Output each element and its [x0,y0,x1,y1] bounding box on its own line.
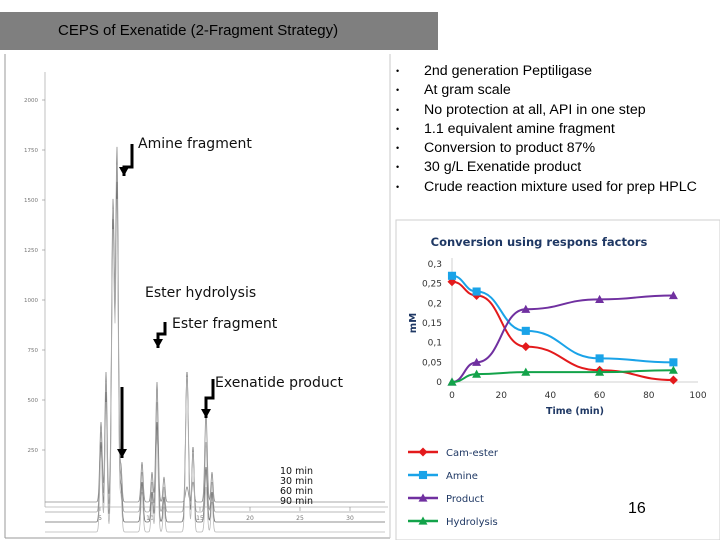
y-tick-label: 0,05 [421,358,442,369]
amine-arrow-head [119,167,129,176]
amine-fragment-label: Amine fragment [138,136,252,152]
bullet-item: • 30 g/L Exenatide product [396,158,716,177]
x-tick-label: 20 [495,391,507,401]
x-axis-label: Time (min) [546,406,604,417]
y-tick-label: 750 [27,348,38,354]
y-axis-label: mM [408,312,419,334]
legend-label: Hydrolysis [446,517,498,528]
time-label: 60 min [280,486,314,497]
y-tick-label: 1000 [24,298,38,304]
page-number: 16 [628,500,646,517]
x-tick-label: 10 [146,515,154,522]
time-label: 30 min [280,476,314,487]
chromatogram-traces [45,147,385,532]
y-tick-label: 1500 [24,198,38,204]
y-tick-label: 2000 [24,98,38,104]
slide-title: CEPS of Exenatide (2-Fragment Strategy) [0,12,438,50]
y-tick-label: 0,15 [421,319,442,329]
y-tick-label: 0,2 [427,299,442,310]
legend-label: Cam-ester [446,448,499,459]
x-tick-label: 60 [593,391,606,401]
time-legend [280,467,313,507]
x-tick-label: 15 [196,515,204,522]
y-tick-label: 0,25 [421,279,442,290]
bullet-item: • Conversion to product 87% [396,139,716,158]
x-tick-label: 30 [346,515,354,522]
y-tick-label: 1250 [24,248,38,254]
x-tick-label: 40 [544,391,557,401]
chromatogram-trace [45,165,385,512]
bullet-item: • Crude reaction mixture used for prep HPLC [396,178,716,197]
time-label: 10 min [280,466,314,477]
x-tick-label: 25 [296,515,304,522]
x-tick-label: 5 [98,515,102,522]
legend-label: Amine [446,471,478,482]
exenatide-product-arrow-head [201,409,211,418]
exenatide-product-label: Exenatide product [215,375,343,391]
y-tick-label: 500 [27,398,38,404]
y-tick-label: 250 [27,448,38,454]
x-tick-label: 100 [689,391,707,401]
y-tick-label: 0,3 [427,260,442,270]
annotation-arrows [117,144,213,458]
data-point-amine [522,327,530,335]
x-tick-label: 0 [449,391,455,401]
chart-title: Conversion using respons factors [430,235,648,249]
data-point-amine [448,272,456,280]
ester-hydrolysis-label: Ester hydrolysis [145,285,257,301]
y-tick-label: 1750 [24,148,38,154]
chromatogram-trace [45,182,385,522]
bullet-item: • 1.1 equivalent amine fragment [396,120,716,139]
y-tick-label: 0 [436,378,442,388]
data-point-amine [669,358,677,366]
bullet-item: • 2nd generation Peptiligase [396,62,716,81]
bullet-list [396,62,716,197]
y-tick-label: 0,1 [427,338,442,349]
conversion-chart [396,220,720,540]
chromatogram-y-ticks [24,98,45,454]
x-tick-label: 80 [643,391,655,401]
ester-fragment-arrow-head [153,339,163,348]
data-point-amine [473,287,481,295]
ester-fragment-label: Ester fragment [172,316,278,332]
legend-label: Product [446,494,484,505]
time-label: 90 min [280,496,314,507]
bullet-item: • At gram scale [396,81,716,100]
x-tick-label: 20 [246,515,254,522]
bullet-item: • No protection at all, API in one step [396,101,716,120]
chromatogram-trace [45,199,385,532]
legend-marker [419,471,427,479]
ester-hydrolysis-arrow-head [117,449,127,458]
data-point-amine [596,354,604,362]
